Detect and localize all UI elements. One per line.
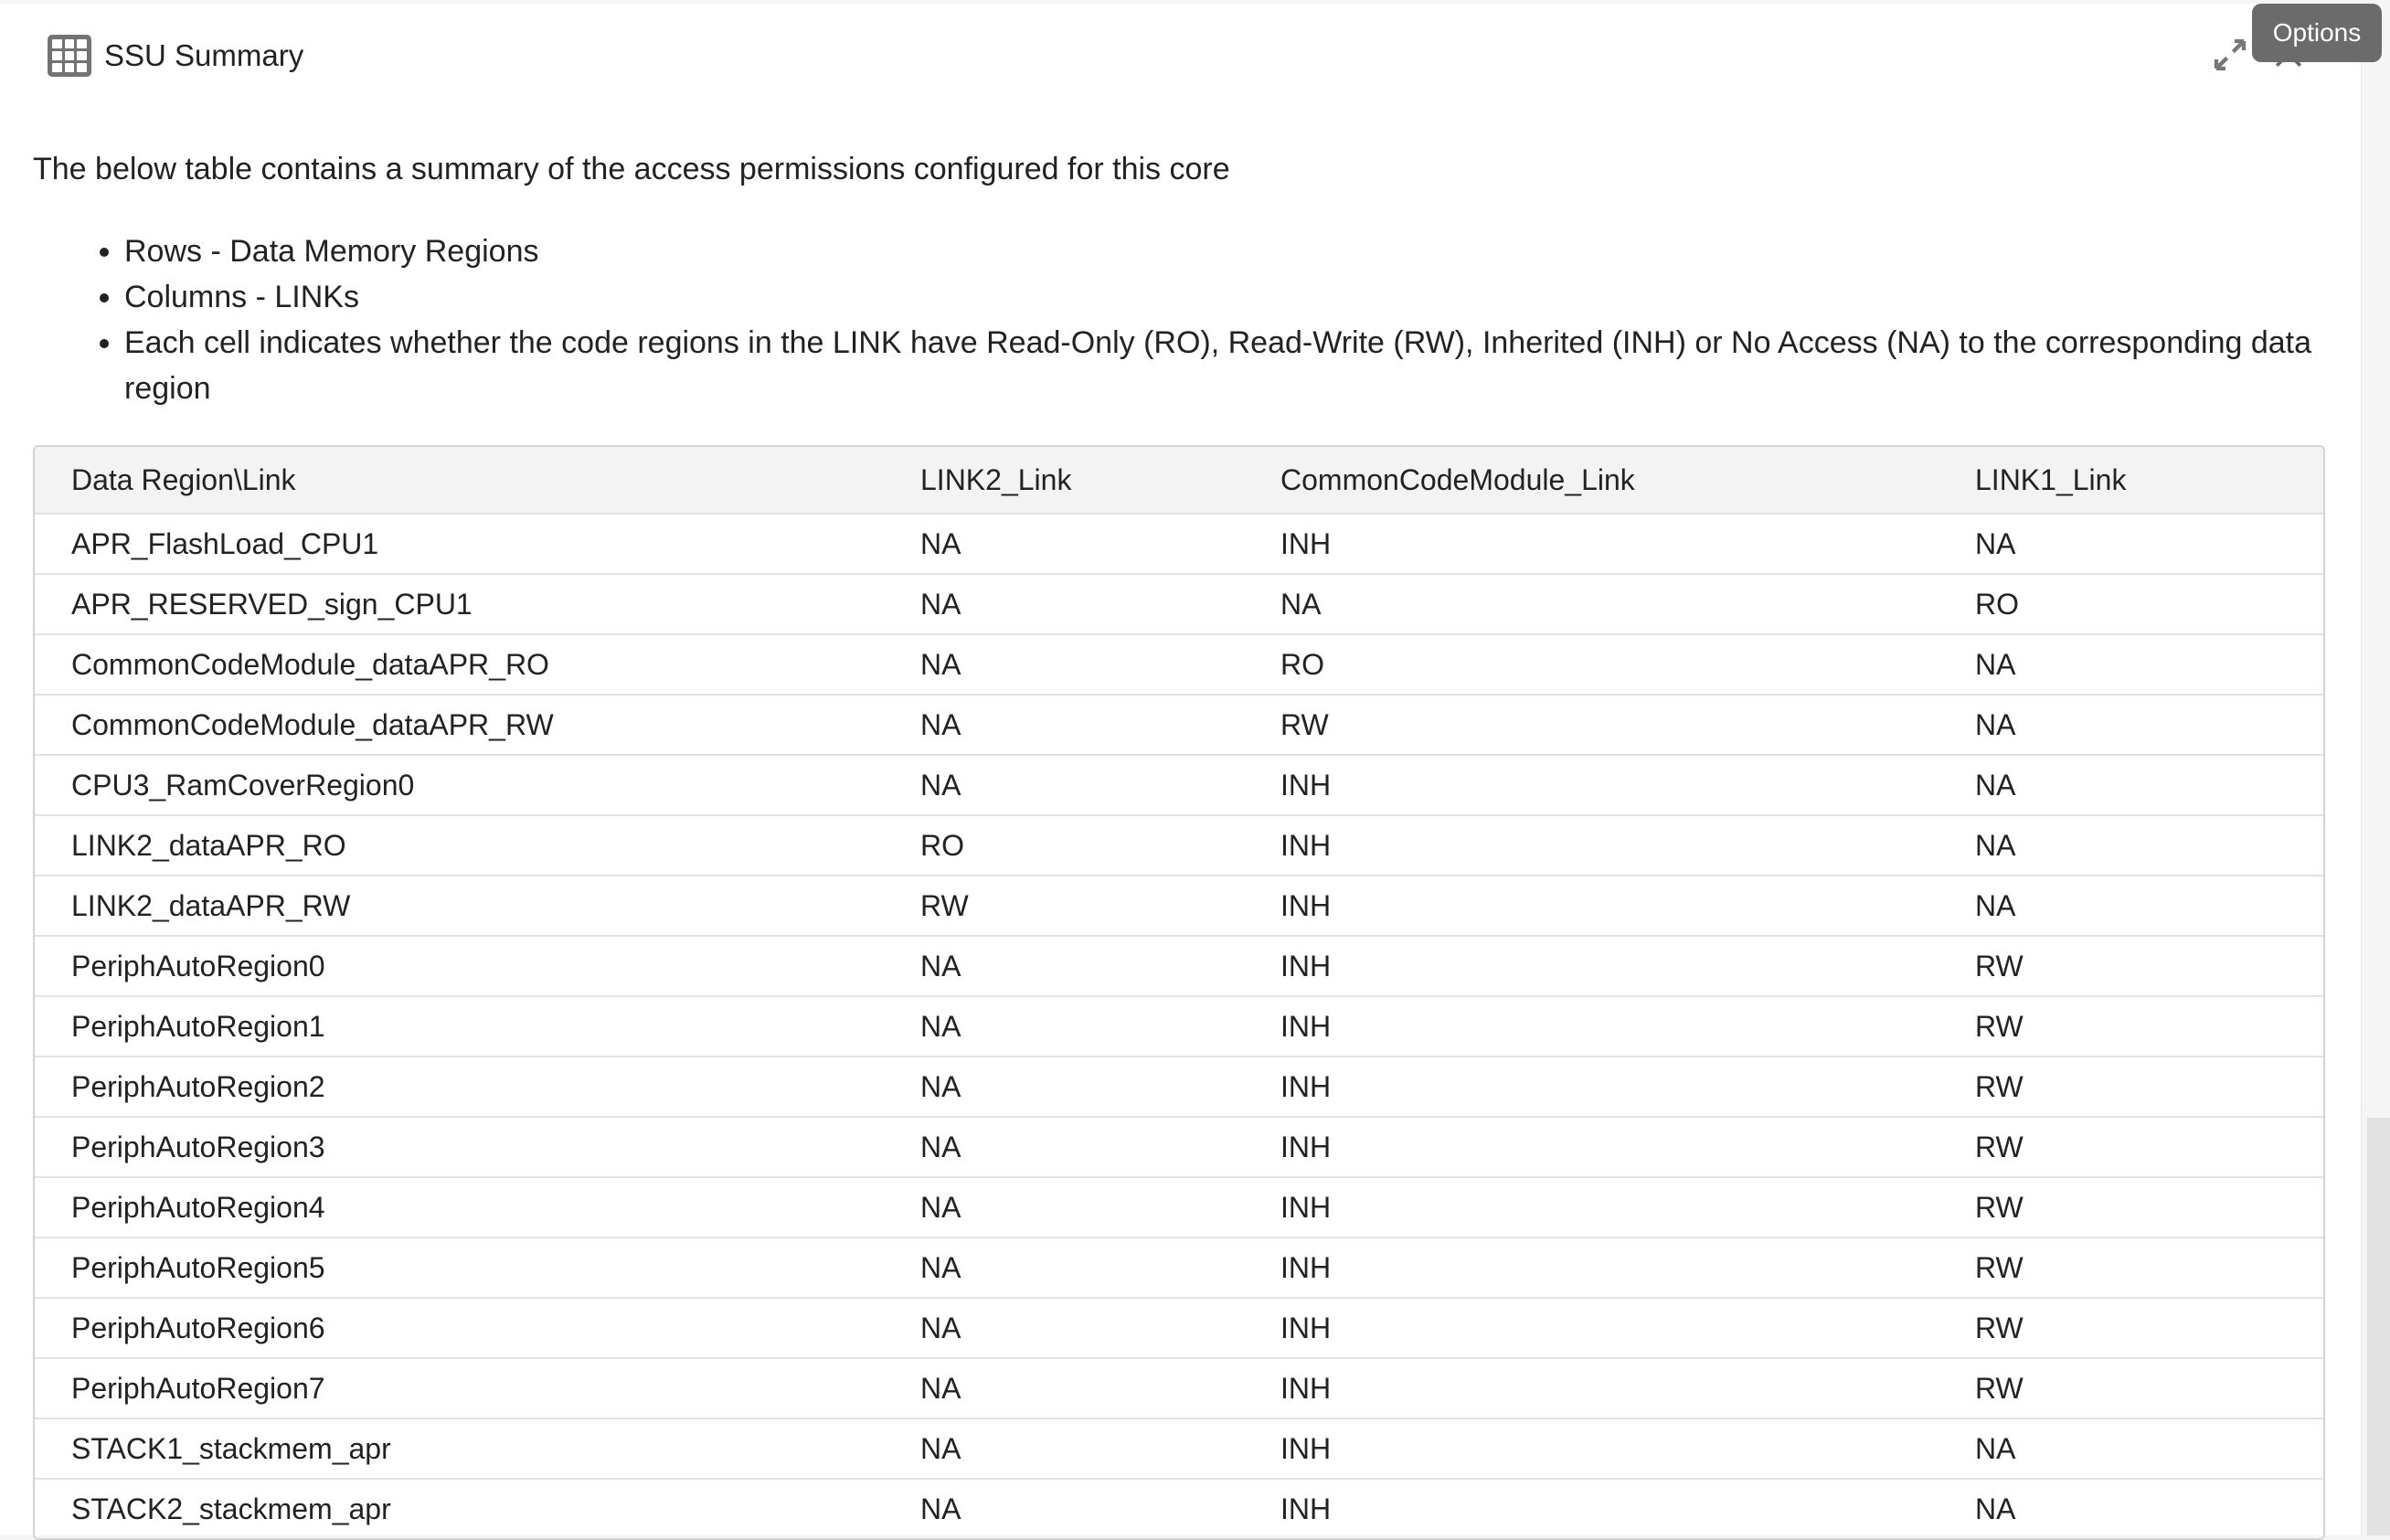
permission-cell: NA: [1974, 876, 2323, 936]
permission-cell: INH: [1280, 815, 1974, 876]
data-region-cell: STACK1_stackmem_apr: [35, 1418, 919, 1479]
intro-text: The below table contains a summary of the access permissions configured for this core: [33, 152, 1230, 186]
permission-cell: INH: [1280, 1117, 1974, 1177]
table-header-row: [35, 447, 2323, 514]
data-region-cell: PeriphAutoRegion6: [35, 1298, 919, 1358]
data-region-cell: CommonCodeModule_dataAPR_RO: [35, 634, 919, 695]
permission-cell: NA: [919, 1418, 1280, 1479]
column-header: LINK1_Link: [1974, 447, 2323, 514]
permissions-table: [33, 445, 2325, 1540]
permission-cell: INH: [1280, 1418, 1974, 1479]
table-row: [35, 1298, 2323, 1358]
permission-cell: INH: [1280, 1057, 1974, 1117]
permission-cell: RW: [1280, 695, 1974, 755]
permission-cell: NA: [919, 514, 1280, 574]
data-region-cell: CPU3_RamCoverRegion0: [35, 755, 919, 815]
data-region-cell: PeriphAutoRegion7: [35, 1358, 919, 1418]
permission-cell: RW: [1974, 1358, 2323, 1418]
permission-cell: RW: [1974, 1298, 2323, 1358]
permission-cell: INH: [1280, 1237, 1974, 1298]
permission-cell: INH: [1280, 1358, 1974, 1418]
permission-cell: NA: [1974, 815, 2323, 876]
table-row: [35, 755, 2323, 815]
permission-cell: NA: [919, 695, 1280, 755]
table-icon: [48, 35, 91, 77]
permission-cell: NA: [919, 996, 1280, 1057]
permission-cell: NA: [919, 936, 1280, 996]
permission-cell: INH: [1280, 936, 1974, 996]
permission-cell: NA: [919, 574, 1280, 634]
legend-item: • Each cell indicates whether the code regions in the LINK have Read-Only (RO), Read-Write (RW), Inherited (INH) or No Access (NA) to the corresponding data region: [124, 320, 2354, 411]
data-region-cell: CommonCodeModule_dataAPR_RW: [35, 695, 919, 755]
data-region-cell: LINK2_dataAPR_RW: [35, 876, 919, 936]
panel-header: [48, 35, 303, 77]
permission-cell: NA: [919, 1117, 1280, 1177]
permission-cell: INH: [1280, 1492, 1332, 1525]
column-header: CommonCodeModule_Link: [1280, 447, 1974, 514]
data-region-cell: PeriphAutoRegion1: [35, 996, 919, 1057]
permission-cell: NA: [919, 1177, 1280, 1237]
permission-cell: NA: [919, 1057, 1280, 1117]
table-row: [35, 634, 2323, 695]
permission-cell: INH: [1280, 755, 1974, 815]
ssu-summary-panel: [0, 4, 2362, 1535]
legend-list: [91, 228, 2354, 411]
permission-cell: INH: [1280, 1177, 1974, 1237]
table-row: [35, 996, 2323, 1057]
permission-cell: INH: [1280, 514, 1974, 574]
table-row: [35, 1358, 2323, 1418]
legend-item: • Columns - LINKs: [124, 274, 2354, 320]
permission-cell: RW: [1974, 1057, 2323, 1117]
table-row: [35, 1177, 2323, 1237]
table-row: [35, 695, 2323, 755]
data-region-cell: PeriphAutoRegion4: [35, 1177, 919, 1237]
data-region-cell: PeriphAutoRegion5: [35, 1237, 919, 1298]
permission-cell: NA: [1975, 1492, 2016, 1525]
data-region-cell: APR_FlashLoad_CPU1: [35, 514, 919, 574]
table-row: [35, 936, 2323, 996]
permission-cell: NA: [919, 1298, 1280, 1358]
table-row: [35, 574, 2323, 634]
table-row: [35, 1117, 2323, 1177]
permission-cell: NA: [919, 755, 1280, 815]
permission-cell: RW: [1974, 996, 2323, 1057]
table-row: [35, 1479, 2323, 1538]
permission-cell: RO: [1280, 634, 1974, 695]
table-row: [35, 1418, 2323, 1479]
permission-cell: RO: [919, 815, 1280, 876]
permission-cell: RO: [1974, 574, 2323, 634]
permission-cell: INH: [1280, 876, 1974, 936]
permission-cell: RW: [1974, 1117, 2323, 1177]
permission-cell: RW: [919, 876, 1280, 936]
permission-cell: NA: [1974, 695, 2323, 755]
permission-cell: NA: [1974, 634, 2323, 695]
data-region-cell: PeriphAutoRegion2: [35, 1057, 919, 1117]
table-row: [35, 1057, 2323, 1117]
data-region-cell: LINK2_dataAPR_RO: [35, 815, 919, 876]
options-tooltip: Options: [2252, 4, 2382, 62]
data-region-cell: PeriphAutoRegion3: [35, 1117, 919, 1177]
data-region-cell: STACK2_stackmem_apr: [71, 1492, 391, 1525]
table-row: [35, 514, 2323, 574]
permission-cell: INH: [1280, 996, 1974, 1057]
permission-cell: NA: [1974, 514, 2323, 574]
expand-icon[interactable]: [2212, 37, 2248, 73]
panel-title: SSU Summary: [104, 38, 304, 72]
table-row: [35, 876, 2323, 936]
legend-item: • Rows - Data Memory Regions: [124, 228, 2354, 274]
permission-cell: NA: [920, 1492, 961, 1525]
permission-cell: NA: [919, 1358, 1280, 1418]
permission-cell: RW: [1974, 936, 2323, 996]
permission-cell: NA: [1974, 755, 2323, 815]
scrollbar-thumb[interactable]: [2367, 1118, 2390, 1535]
table-row: [35, 1237, 2323, 1298]
permission-cell: NA: [919, 634, 1280, 695]
permission-cell: NA: [1974, 1418, 2323, 1479]
column-header: Data Region\Link: [35, 447, 919, 514]
permission-cell: INH: [1280, 1298, 1974, 1358]
permission-cell: RW: [1974, 1177, 2323, 1237]
permission-cell: NA: [919, 1237, 1280, 1298]
column-header: LINK2_Link: [919, 447, 1280, 514]
permission-cell: NA: [1280, 574, 1974, 634]
data-region-cell: APR_RESERVED_sign_CPU1: [35, 574, 919, 634]
data-region-cell: PeriphAutoRegion0: [35, 936, 919, 996]
permission-cell: RW: [1974, 1237, 2323, 1298]
table-row: [35, 815, 2323, 876]
